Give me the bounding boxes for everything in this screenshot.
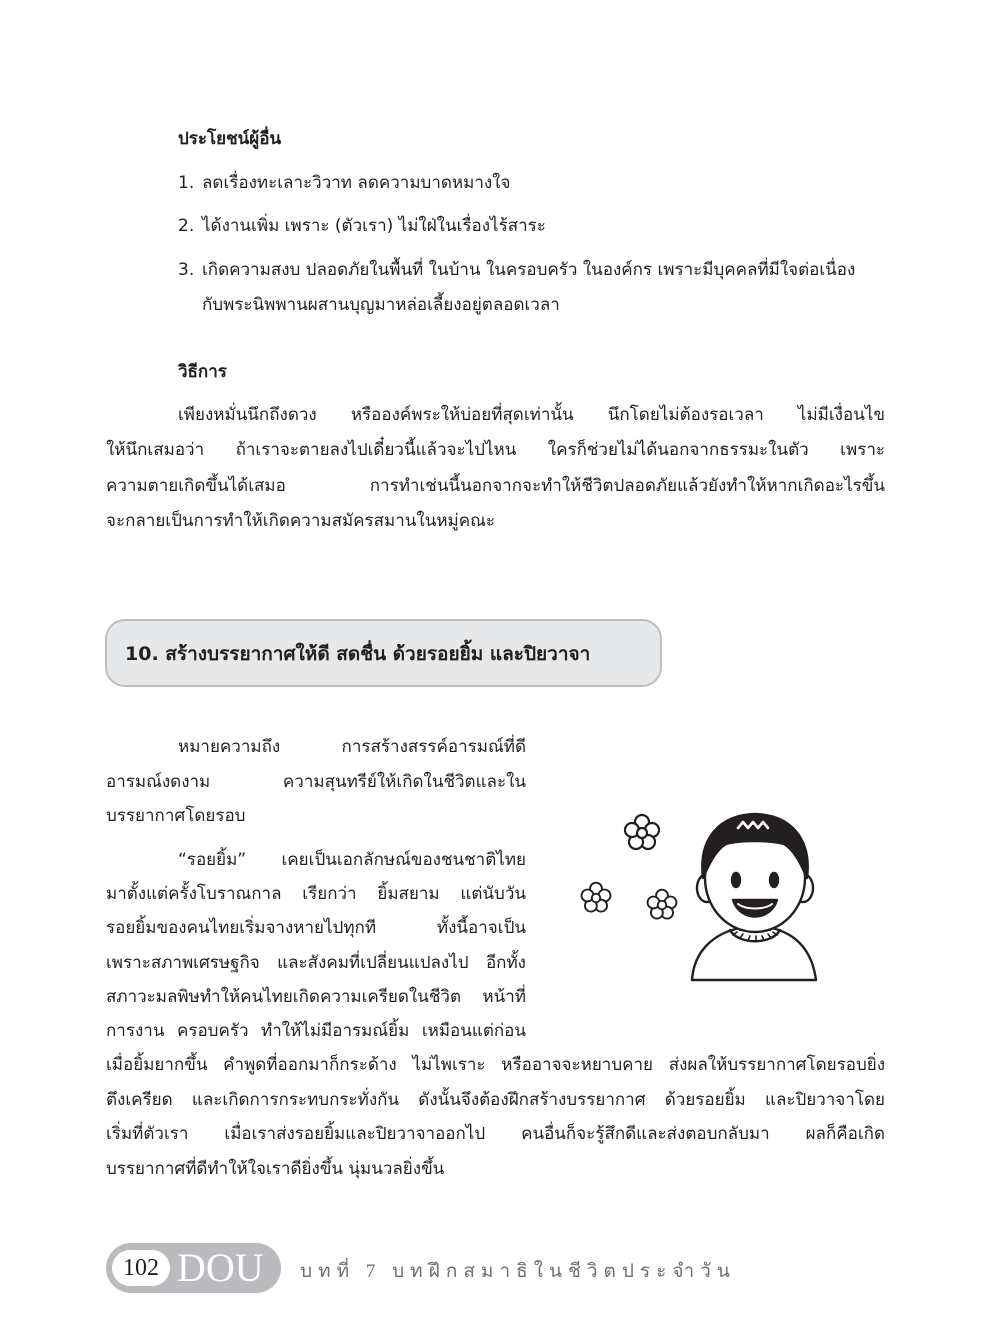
smiling-boy-illustration [570,800,830,985]
flower-icon [625,815,659,849]
section-10-banner [105,619,662,687]
method-line-2: ให้นึกเสมอว่า ถ้าเราจะตายลงไปเดี๋ยวนี้แล้วจะไปไหน ใครก็ช่วยไม่ได้นอกจากธรรมะในตัว เพราะ [106,440,885,460]
benefit-item-2 [178,214,546,238]
section-10-para1-line-2: อารมณ์งดงาม ความสุนทรีย์ให้เกิดในชีวิตและใน [106,772,526,792]
benefit-item-1-number: 1. [178,173,195,193]
flower-icon [648,890,677,919]
section-10-para2-line-1: “รอยยิ้ม” เคยเป็นเอกลักษณ์ของชนชาติไทย [178,850,526,870]
footer-brand-logo: DOU [177,1245,264,1290]
flower-icon [582,883,611,912]
section-10-para2-line-10: บรรยากาศที่ดีทำให้ใจเราดียิ่งขึ้น นุ่มนวลยิ่งขึ้น [106,1159,445,1179]
method-line-4: จะกลายเป็นการทำให้เกิดความสมัครสมานในหมู่คณะ [106,511,496,531]
benefit-item-3 [178,258,855,282]
section-10-title: 10. สร้างบรรยากาศให้ดี สดชื่น ด้วยรอยยิ้ม และปิยวาจา [125,643,591,665]
method-line-3: ความตายเกิดขึ้นได้เสมอ การทำเช่นนี้นอกจากจะทำให้ชีวิตปลอดภัยแล้วยังทำให้หากเกิดอะไรขึ้น [106,476,885,496]
section-10-para2-line-3: รอยยิ้มของคนไทยเริ่มจางหายไปทุกที ทั้งนี้อาจเป็น [106,918,526,938]
section-10-para1-line-3: บรรยากาศโดยรอบ [106,806,246,826]
method-line-1: เพียงหมั่นนึกถึงดวง หรือองค์พระให้บ่อยที่สุดเท่านั้น นึกโดยไม่ต้องรอเวลา ไม่มีเงื่อนไข [178,405,885,425]
benefit-item-1 [178,171,510,195]
page-number: 102 [112,1250,170,1286]
benefit-item-2-number: 2. [178,216,195,236]
section-10-para2-line-5: สภาวะมลพิษทำให้คนไทยเกิดความเครียดในชีวิต หน้าที่ [106,987,526,1007]
section-10-para2-line-2: มาตั้งแต่ครั้งโบราณกาล เรียกว่า ยิ้มสยาม แต่นับวัน [106,884,526,904]
section-10-para2-line-7: เมื่อยิ้มยากขึ้น คำพูดที่ออกมาก็กระด้าง ไม่ไพเราะ หรืออาจจะหยาบคาย ส่งผลให้บรรยากาศโดยรอบยิ่ง [106,1055,885,1075]
benefit-item-3-text-line-1: เกิดความสงบ ปลอดภัยในพื้นที่ ในบ้าน ในครอบครัว ในองค์กร เพราะมีบุคคลที่มีใจต่อเนื่อง [202,260,856,280]
section-10-para2-line-4: เพราะสภาพเศรษฐกิจ และสังคมที่เปลี่ยนแปลงไป อีกทั้ง [106,953,526,973]
boy-icon [692,814,816,980]
section-10-para2-line-6: การงาน ครอบครัว ทำให้ไม่มีอารมณ์ยิ้ม เหมือนแต่ก่อน [106,1021,526,1041]
benefit-item-3-text-line-2: กับพระนิพพานผสานบุญมาหล่อเลี้ยงอยู่ตลอดเวลา [202,295,560,315]
footer-chapter-title: บทที่ 7 บทฝึกสมาธิในชีวิตประจำวัน [300,1261,736,1282]
benefits-others-heading: ประโยชน์ผู้อื่น [178,129,282,149]
section-10-para2-line-8: ตึงเครียด และเกิดการกระทบกระทั่งกัน ดังนั้นจึงต้องฝึกสร้างบรรยากาศ ด้วยรอยยิ้ม และปิยวาจาโดย [106,1090,885,1110]
benefit-item-1-text: ลดเรื่องทะเลาะวิวาท ลดความบาดหมางใจ [202,173,511,193]
benefit-item-3-number: 3. [178,260,195,280]
section-10-para1-line-1: หมายความถึง การสร้างสรรค์อารมณ์ที่ดี [178,737,526,757]
method-heading: วิธีการ [178,362,227,382]
benefit-item-2-text: ได้งานเพิ่ม เพราะ (ตัวเรา) ไม่ใฝ่ในเรื่องไร้สาระ [202,216,546,236]
section-10-para2-line-9: เริ่มที่ตัวเรา เมื่อเราส่งรอยยิ้มและปิยวาจาออกไป คนอื่นก็จะรู้สึกดีและส่งตอบกลับมา ผลก็คือเกิด [106,1124,885,1144]
